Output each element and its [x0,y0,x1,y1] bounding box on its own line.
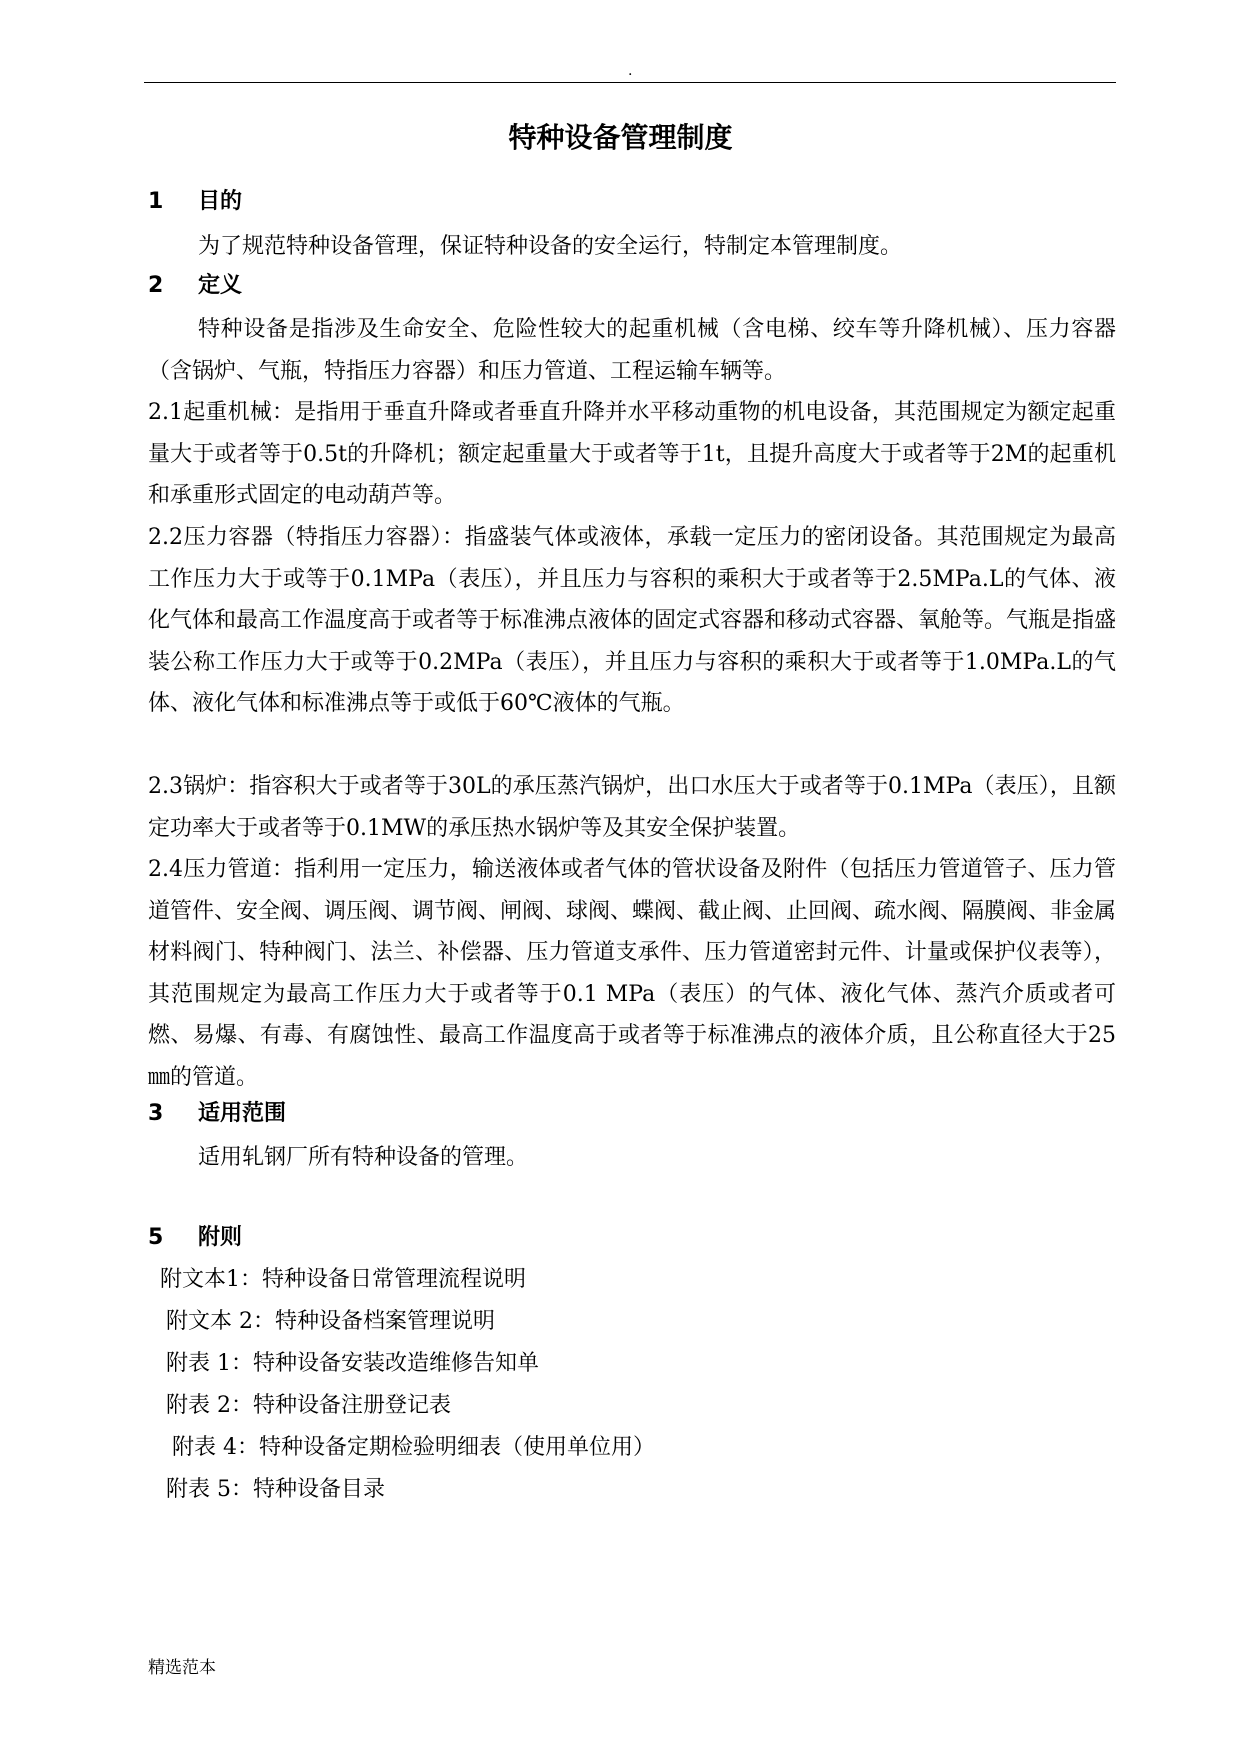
header-mark: . [628,63,633,79]
appendix-item: 附表 2：特种设备注册登记表 [166,1393,451,1418]
section-title: 目的 [198,189,243,214]
section-3-heading [148,1098,286,1130]
section-2-heading [148,270,242,302]
paragraph-2-4: 2.4压力管道：指利用一定压力，输送液体或者气体的管状设备及附件（包括压力管道管子、压力管道管件、安全阀、调压阀、调节阀、闸阀、球阀、蝶阀、截止阀、止回阀、疏水阀、隔膜阀、非金属材料阀门、特种阀门、法兰、补偿器、压力管道支承件、压力管道密封元件、计量或保护仪表等），其范围规定为最高工作压力大于或者等于0.1 MPa（表压）的气体、液化气体、蒸汽介质或者可燃、易爆、有毒、有腐蚀性、最高工作温度高于或者等于标准沸点的液体介质，且公称直径大于25㎜的管道。 [148,857,1117,1090]
section-number: 3 [148,1101,164,1126]
page-title: 特种设备管理制度 [508,121,733,154]
appendix-item: 附表 5：特种设备目录 [166,1477,385,1502]
appendix-item: 附表 4：特种设备定期检验明细表（使用单位用） [172,1435,655,1460]
appendix-item: 附文本 2：特种设备档案管理说明 [166,1309,495,1334]
section-number: 2 [148,273,164,298]
section-5-heading [148,1222,242,1254]
paragraph-2-2: 2.2压力容器（特指压力容器）：指盛装气体或液体，承载一定压力的密闭设备。其范围规定为最高工作压力大于或等于0.1MPa（表压），并且压力与容积的乘积大于或者等于2.5MPa.L的气体、液化气体和最高工作温度高于或者等于标准沸点液体的固定式容器和移动式容器、氧舱等。气瓶是指盛装公称工作压力大于或等于0.2MPa（表压），并且压力与容积的乘积大于或者等于1.0MPa.L的气体、液化气体和标准沸点等于或低于60℃液体的气瓶。 [148,525,1117,716]
section-number: 1 [148,189,164,214]
footer-text: 精选范本 [148,1658,216,1678]
section-number: 5 [148,1225,164,1250]
appendix-item: 附表 1：特种设备安装改造维修告知单 [166,1351,539,1376]
section-3-body: 适用轧钢厂所有特种设备的管理。 [198,1145,529,1170]
section-title: 附则 [198,1225,243,1250]
section-title: 适用范围 [198,1101,287,1126]
paragraph-2-3: 2.3锅炉：指容积大于或者等于30L的承压蒸汽锅炉，出口水压大于或者等于0.1MPa（表压），且额定功率大于或者等于0.1MW的承压热水锅炉等及其安全保护装置。 [148,774,1116,841]
header-rule [144,82,1116,83]
paragraph-2-1: 2.1起重机械：是指用于垂直升降或者垂直升降并水平移动重物的机电设备，其范围规定为额定起重量大于或者等于0.5t的升降机；额定起重量大于或者等于1t，且提升高度大于或者等于2M的起重机和承重形式固定的电动葫芦等。 [148,400,1116,508]
appendix-item: 附文本1：特种设备日常管理流程说明 [160,1267,526,1292]
section-1-heading [148,186,242,218]
section-1-body: 为了规范特种设备管理，保证特种设备的安全运行，特制定本管理制度。 [198,234,903,259]
section-title: 定义 [198,273,243,298]
section-2-body: 特种设备是指涉及生命安全、危险性较大的起重机械（含电梯、绞车等升降机械）、压力容器（含锅炉、气瓶，特指压力容器）和压力管道、工程运输车辆等。 [148,317,1116,384]
